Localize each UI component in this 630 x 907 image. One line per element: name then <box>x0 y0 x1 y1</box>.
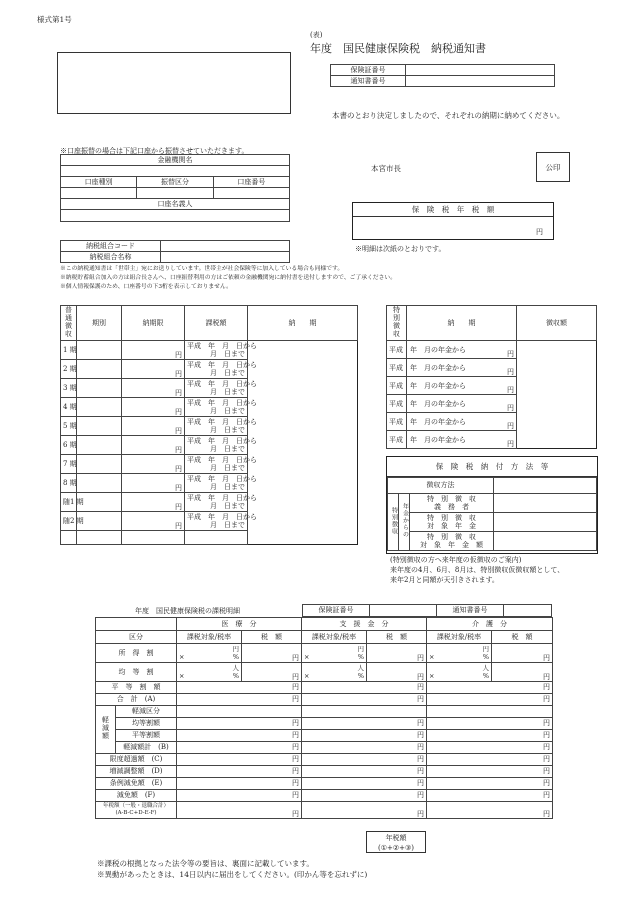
note-3: ※個人情報保護のため、口座番号の下3桁を表示しておりません。 <box>60 284 232 290</box>
special-month: 平成 年 月の年金から <box>389 345 466 354</box>
period-label: 2 期 <box>63 365 77 374</box>
period-label: 5 期 <box>63 422 77 431</box>
yen-unit: 円 <box>175 465 182 473</box>
times: × <box>429 653 435 661</box>
association-code-label: 納税組合コード <box>61 241 161 252</box>
yen-unit: 円 <box>175 389 182 397</box>
annual-total-b: (①+②+③) <box>377 844 415 852</box>
reduction-row <box>96 742 553 754</box>
regular-row <box>61 360 358 379</box>
yen: 円 <box>417 653 424 662</box>
notice-3: 来年2月と同額が天引きされます。 <box>390 576 499 584</box>
row-label: 合 計 (A) <box>116 695 156 704</box>
percent: % <box>482 653 489 661</box>
yen: 円 <box>417 719 424 728</box>
yen: 円 <box>417 767 424 776</box>
yen: 円 <box>292 755 299 764</box>
payment-from: 平成 年 月 日から <box>187 418 257 427</box>
unit: 円 <box>482 645 489 653</box>
yen: 円 <box>417 695 424 704</box>
payment-from: 平成 年 月 日から <box>187 399 257 408</box>
payment-from: 平成 年 月 日から <box>187 513 257 522</box>
yen: 円 <box>292 791 299 800</box>
reduction-label: 軽減額計 (B) <box>123 743 169 752</box>
special-collection-table <box>386 305 597 449</box>
payment-to: 月 日まで <box>210 426 245 435</box>
yen: 円 <box>417 791 424 800</box>
special-month: 平成 年 月の年金から <box>389 399 466 408</box>
details-note: ※明細は次紙のとおりです。 <box>355 245 446 253</box>
percent: % <box>232 653 239 661</box>
unit: 人 <box>357 664 364 672</box>
detail-number-table <box>302 604 552 617</box>
yen-unit: 円 <box>507 368 514 376</box>
percent: % <box>482 672 489 680</box>
capita-row <box>96 663 553 682</box>
yen-unit: 円 <box>175 503 182 511</box>
yen-unit: 円 <box>175 408 182 416</box>
col-tax-3: 税 額 <box>492 631 553 644</box>
holder-name-value <box>61 210 290 222</box>
association-table <box>60 240 290 263</box>
account-table <box>60 154 290 222</box>
yen: 円 <box>543 767 550 776</box>
special-row <box>387 413 597 431</box>
yen: 円 <box>292 779 299 788</box>
header-period: 期別 <box>77 306 122 341</box>
times: × <box>429 672 435 680</box>
payment-to: 月 日まで <box>210 369 245 378</box>
percent: % <box>357 653 364 661</box>
reduction-row <box>96 718 553 730</box>
yen: 円 <box>292 653 299 662</box>
period-label: 6 期 <box>63 441 77 450</box>
header-tax-amount: 課税額 <box>185 306 248 341</box>
times: × <box>179 672 185 680</box>
period-label: 8 期 <box>63 479 77 488</box>
regular-row <box>61 398 358 417</box>
page-title: 年度 国民健康保険税 納税通知書 <box>310 42 486 55</box>
special-month: 平成 年 月の年金から <box>389 417 466 426</box>
period-label: 7 期 <box>63 460 77 469</box>
decision-text: 本書のとおり決定しましたので、それぞれの納期に納めてください。 <box>332 111 565 120</box>
times: × <box>304 672 310 680</box>
unit: 人 <box>232 664 239 672</box>
address-box <box>57 52 291 114</box>
yen: 円 <box>543 731 550 740</box>
payment-from: 平成 年 月 日から <box>187 494 257 503</box>
regular-row <box>61 455 358 474</box>
times: × <box>304 653 310 661</box>
payment-method-table <box>387 477 597 551</box>
col-base-2: 課税対象/税率 <box>302 631 367 644</box>
yen: 円 <box>543 672 550 681</box>
insurance-card-no-value <box>406 65 555 76</box>
yen: 円 <box>543 683 550 692</box>
col-tax-2: 税 額 <box>367 631 427 644</box>
special-row <box>387 341 597 359</box>
notes <box>60 265 396 292</box>
yen-unit: 円 <box>175 484 182 492</box>
method-side-1: 特別徴収 <box>390 506 398 535</box>
payment-method-title: 保 険 税 納 付 方 法 等 <box>387 457 597 477</box>
reduction-row <box>96 706 553 718</box>
collection-method-label: 徴収方法 <box>388 478 494 494</box>
pension-amount-b: 対 象 年 金 額 <box>420 541 483 549</box>
special-header-amount: 徴収額 <box>517 306 597 341</box>
annual-yen-1: 円 <box>177 802 302 819</box>
special-row <box>387 395 597 413</box>
notice-no-label: 通知書番号 <box>331 76 406 87</box>
payment-to: 月 日まで <box>210 464 245 473</box>
period-label: 随2 期 <box>63 517 84 526</box>
notice-2: 来年度の4月、6月、8月は、特別徴収仮徴収額として、 <box>390 566 565 574</box>
yen: 円 <box>292 767 299 776</box>
yen: 円 <box>292 731 299 740</box>
adjustment-label: 限度超過額 (C) <box>109 755 163 764</box>
form-number: 様式第1号 <box>37 15 72 24</box>
special-month: 平成 年 月の年金から <box>389 435 466 444</box>
yen: 円 <box>417 683 424 692</box>
unit: 人 <box>482 664 489 672</box>
obligor-a: 特 別 徴 収 <box>427 495 476 503</box>
pension-amount-a: 特 別 徴 収 <box>427 533 476 541</box>
adjustment-row <box>96 778 553 790</box>
regular-side-label: 普通徴収 <box>64 306 73 338</box>
annual-total-box <box>366 831 426 853</box>
detail-title: 年度 国民健康保険税の課税明細 <box>135 607 240 615</box>
adjustment-label: 増減調整額 (D) <box>109 767 163 776</box>
obligor-b: 義 務 者 <box>434 503 469 511</box>
regular-row <box>61 436 358 455</box>
footer-note-1: ※課税の根拠となった法令等の要旨は、裏面に記載しています。 <box>97 859 314 868</box>
yen: 円 <box>417 755 424 764</box>
yen: 円 <box>292 672 299 681</box>
account-no-label: 口座番号 <box>213 177 289 188</box>
reduction-label: 軽減区分 <box>132 707 160 716</box>
yen: 円 <box>292 683 299 692</box>
header-due-date: 納期限 <box>122 306 185 341</box>
front-mark: (表) <box>310 31 323 39</box>
city-mayor: 本宮市長 <box>371 164 401 173</box>
payment-from: 平成 年 月 日から <box>187 361 257 370</box>
income-row-label: 所 得 割 <box>118 648 154 657</box>
annual-yen-3: 円 <box>427 802 553 819</box>
special-row <box>387 359 597 377</box>
yen-unit: 円 <box>175 446 182 454</box>
notice-no-value <box>406 76 555 87</box>
regular-row <box>61 493 358 512</box>
detail-notice-no-label: 通知書番号 <box>437 605 504 617</box>
period-label: 1 期 <box>63 346 77 355</box>
col-base-3: 課税対象/税率 <box>427 631 492 644</box>
yen: 円 <box>417 743 424 752</box>
special-side-label: 特別徴収 <box>392 306 401 338</box>
bank-name-label: 金融機関名 <box>61 155 290 166</box>
yen: 円 <box>292 695 299 704</box>
payment-to: 月 日まで <box>210 388 245 397</box>
payment-to: 月 日まで <box>210 445 245 454</box>
regular-collection-table <box>60 305 358 545</box>
pension-b: 対 象 年 金 <box>427 522 476 530</box>
yen-unit: 円 <box>507 440 514 448</box>
unit: 円 <box>357 645 364 653</box>
detail-row <box>96 694 553 706</box>
account-caption: ※口座振替の場合は下記口座から振替させていただきます。 <box>60 147 249 155</box>
annual-tax-yen: 円 <box>536 228 543 236</box>
reduction-label: 均等割額 <box>132 719 160 728</box>
payment-from: 平成 年 月 日から <box>187 456 257 465</box>
payment-from: 平成 年 月 日から <box>187 437 257 446</box>
regular-row <box>61 341 358 360</box>
official-seal: 公印 <box>536 152 570 182</box>
reduction-side-label: 軽減額 <box>101 716 110 741</box>
yen: 円 <box>417 672 424 681</box>
special-row <box>387 377 597 395</box>
yen-unit: 円 <box>507 386 514 394</box>
row-label: 平 等 割 額 <box>111 683 161 692</box>
yen: 円 <box>543 791 550 800</box>
section-care: 介 護 分 <box>427 618 553 631</box>
detail-row <box>96 682 553 694</box>
kubun-label: 区分 <box>96 631 177 644</box>
account-type-label: 口座種別 <box>61 177 137 188</box>
yen-unit: 円 <box>175 351 182 359</box>
percent: % <box>232 672 239 680</box>
unit: 円 <box>232 645 239 653</box>
special-row <box>387 431 597 449</box>
reduction-label: 平等割額 <box>132 731 160 740</box>
period-label: 随1 期 <box>63 498 84 507</box>
payment-to: 月 日まで <box>210 502 245 511</box>
yen: 円 <box>543 653 550 662</box>
capita-row-label: 均 等 割 <box>118 667 154 676</box>
col-tax-1: 税 額 <box>242 631 302 644</box>
yen-unit: 円 <box>507 422 514 430</box>
yen: 円 <box>543 719 550 728</box>
bank-name-value <box>61 166 290 177</box>
yen-unit: 円 <box>175 370 182 378</box>
annual-tax-a: 年税額（一般・退職合計） <box>102 803 169 809</box>
association-name-label: 納税組合名称 <box>61 252 161 263</box>
yen-unit: 円 <box>507 350 514 358</box>
payment-to: 月 日まで <box>210 407 245 416</box>
regular-row <box>61 379 358 398</box>
section-support: 支 援 金 分 <box>302 618 427 631</box>
special-month: 平成 年 月の年金から <box>389 381 466 390</box>
payment-to: 月 日まで <box>210 483 245 492</box>
period-label: 4 期 <box>63 403 77 412</box>
header-payment-period: 納 期 <box>248 306 358 341</box>
yen: 円 <box>543 779 550 788</box>
yen-unit: 円 <box>175 427 182 435</box>
holder-name-label: 口座名義人 <box>61 199 290 210</box>
regular-row <box>61 417 358 436</box>
yen: 円 <box>543 743 550 752</box>
insurance-card-no-label: 保険証番号 <box>331 65 406 76</box>
annual-tax-label: 保 険 税 年 税 額 <box>353 203 553 217</box>
yen: 円 <box>417 779 424 788</box>
notice-1: (特別徴収の方へ来年度の仮徴収のご案内) <box>390 556 522 564</box>
adjustment-label: 減免額 (F) <box>116 791 156 800</box>
annual-total-a: 年税額 <box>385 834 407 842</box>
times: × <box>179 653 185 661</box>
adjustment-row <box>96 790 553 802</box>
yen-unit: 円 <box>175 522 182 530</box>
note-1: ※この納税通知書は「世帯主」宛にお送りしています。世帯主が社会保険等に加入している場合も同様です。 <box>60 266 344 272</box>
yen: 円 <box>292 719 299 728</box>
annual-tax-b: (A-B-C+D-E-F) <box>115 810 157 816</box>
yen: 円 <box>543 755 550 764</box>
footer-notes <box>97 858 367 880</box>
payment-from: 平成 年 月 日から <box>187 342 257 351</box>
special-month: 平成 年 月の年金から <box>389 363 466 372</box>
adjustment-row <box>96 754 553 766</box>
transfer-type-label: 振替区分 <box>137 177 213 188</box>
section-medical: 医 療 分 <box>177 618 302 631</box>
yen: 円 <box>543 695 550 704</box>
yen-unit: 円 <box>507 404 514 412</box>
detail-card-no-label: 保険証番号 <box>303 605 370 617</box>
footer-note-2: ※異動があったときは、14日以内に届出をしてください。(印かん等を忘れずに) <box>97 870 368 879</box>
reduction-row <box>96 730 553 742</box>
annual-tax-box <box>352 202 554 240</box>
detail-table <box>95 617 553 819</box>
col-base-1: 課税対象/税率 <box>177 631 242 644</box>
payment-from: 平成 年 月 日から <box>187 475 257 484</box>
adjustment-row <box>96 766 553 778</box>
percent: % <box>357 672 364 680</box>
regular-row <box>61 474 358 493</box>
annual-yen-2: 円 <box>302 802 427 819</box>
payment-to: 月 日まで <box>210 521 245 530</box>
yen: 円 <box>417 731 424 740</box>
adjustment-label: 条例減免額 (E) <box>109 779 163 788</box>
provisional-notice <box>390 555 564 585</box>
number-table <box>330 64 555 87</box>
income-row <box>96 644 553 663</box>
yen: 円 <box>292 743 299 752</box>
pension-a: 特 別 徴 収 <box>427 514 476 522</box>
payment-from: 平成 年 月 日から <box>187 380 257 389</box>
period-label: 3 期 <box>63 384 77 393</box>
regular-row <box>61 512 358 531</box>
method-side-2: 年金からの <box>401 503 409 539</box>
special-header-period: 納 期 <box>407 306 517 341</box>
payment-to: 月 日まで <box>210 350 245 359</box>
payment-method-box <box>386 456 598 554</box>
note-2: ※納税貯蓄組合加入の方は組合長さんへ、口座振替利用の方はご依頼の金融機関宛に納付書を送付しますので、ご了承ください。 <box>60 275 396 281</box>
